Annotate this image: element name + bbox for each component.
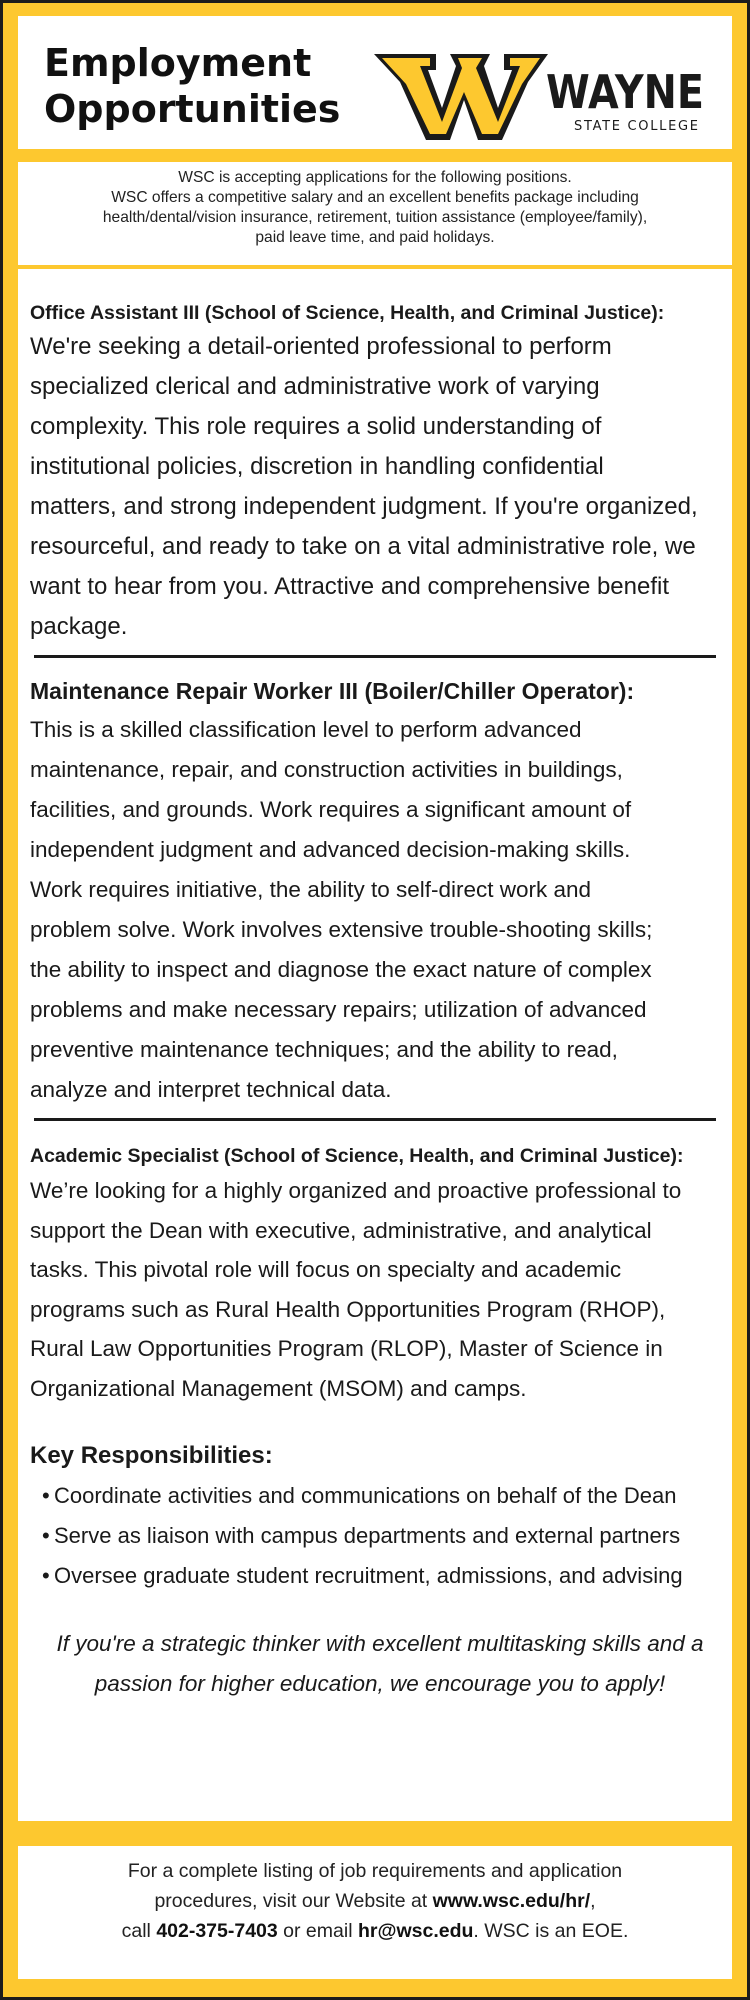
bullet-icon: • <box>42 1563 50 1588</box>
intro-line: WSC is accepting applications for the following positions. <box>178 169 572 186</box>
job-description-line: maintenance, repair, and construction activities in buildings, <box>30 757 623 782</box>
job-title: Academic Specialist (School of Science, Health, and Criminal Justice): <box>30 1145 684 1167</box>
job-description-line: package. <box>30 613 128 640</box>
page-title <box>44 40 340 132</box>
job-title: Maintenance Repair Worker III (Boiler/Chiller Operator): <box>30 678 635 704</box>
job-description-line: Organizational Management (MSOM) and camps. <box>30 1375 527 1401</box>
section-divider <box>34 1118 716 1121</box>
responsibilities-list <box>30 1476 730 1596</box>
closing-line: If you're a strategic thinker with excellent multitasking skills and a <box>56 1631 704 1656</box>
job-description-line: facilities, and grounds. Work requires a significant amount of <box>30 797 632 822</box>
job-description-line: programs such as Rural Health Opportunities Program (RHOP), <box>30 1296 666 1322</box>
footer-line-1: For a complete listing of job requirements and application <box>127 1860 623 1882</box>
job-description-line: This is a skilled classification level to perform advanced <box>30 717 582 742</box>
job-description-line: Rural Law Opportunities Program (RLOP), Master of Science in <box>30 1336 663 1361</box>
header-panel <box>18 16 732 149</box>
footer-text: , <box>590 1890 596 1912</box>
footer-line-3 <box>18 1916 732 1946</box>
responsibility-text: Oversee graduate student recruitment, admissions, and advising <box>54 1563 683 1588</box>
job-description-line: problems and make necessary repairs; utilization of advanced <box>30 997 647 1022</box>
job-description-line: resourceful, and ready to take on a vital administrative role, we <box>30 533 696 560</box>
job-description-line: problem solve. Work involves extensive trouble-shooting skills; <box>30 917 653 942</box>
key-responsibilities-heading: Key Responsibilities: <box>30 1442 273 1469</box>
job-title: Office Assistant III (School of Science, Health, and Criminal Justice): <box>30 302 665 324</box>
footer-text: procedures, visit our Website at <box>154 1890 433 1912</box>
footer-text: or email <box>277 1920 358 1942</box>
job-description-line: support the Dean with executive, administrative, and analytical <box>30 1217 652 1243</box>
job-description-line: matters, and strong independent judgment. If you're organized, <box>30 493 698 520</box>
job-description-line: tasks. This pivotal role will focus on specialty and academic <box>30 1257 622 1282</box>
footer-panel <box>18 1846 732 1979</box>
job-listings-panel <box>18 269 732 1821</box>
email-link[interactable]: hr@wsc.edu <box>357 1920 474 1942</box>
logo-wordmark: WAYNE <box>546 65 704 119</box>
intro-text <box>18 162 732 248</box>
title-line-2: Opportunities <box>44 87 341 131</box>
responsibility-text: Serve as liaison with campus departments and external partners <box>54 1523 681 1548</box>
job-maintenance-repair-worker <box>30 672 730 1110</box>
bullet-icon: • <box>42 1483 50 1508</box>
logo-subtitle: STATE COLLEGE <box>574 119 700 134</box>
job-description-line: want to hear from you. Attractive and comprehensive benefit <box>30 573 670 600</box>
job-description-line: preventive maintenance techniques; and the ability to read, <box>30 1037 618 1062</box>
job-description-line: specialized clerical and administrative work of varying <box>30 373 600 400</box>
job-description-line: institutional policies, discretion in handling confidential <box>30 453 604 480</box>
closing-call-to-action <box>30 1624 730 1704</box>
footer-line-2 <box>18 1886 732 1916</box>
title-line-1: Employment <box>44 41 312 85</box>
footer-text: call <box>121 1920 157 1942</box>
bullet-icon: • <box>42 1523 50 1548</box>
list-item <box>30 1476 730 1516</box>
wayne-state-college-logo <box>370 36 710 141</box>
job-description-line: complexity. This role requires a solid understanding of <box>30 413 602 440</box>
intro-line: WSC offers a competitive salary and an excellent benefits package including <box>111 189 639 206</box>
job-description-line: analyze and interpret technical data. <box>30 1077 392 1102</box>
job-description-line: We’re looking for a highly organized and proactive professional to <box>30 1178 682 1203</box>
intro-panel <box>18 162 732 265</box>
responsibility-text: Coordinate activities and communications on behalf of the Dean <box>54 1483 677 1508</box>
intro-line: paid leave time, and paid holidays. <box>255 229 495 246</box>
job-description-line: We're seeking a detail-oriented professional to perform <box>30 333 612 360</box>
footer-text: . WSC is an EOE. <box>473 1920 629 1942</box>
job-description-line: independent judgment and advanced decision-making skills. <box>30 837 631 862</box>
job-academic-specialist <box>30 1141 730 1704</box>
job-office-assistant <box>30 299 730 647</box>
list-item <box>30 1556 730 1596</box>
section-divider <box>34 655 716 658</box>
closing-line: passion for higher education, we encourage you to apply! <box>94 1671 666 1696</box>
contact-info <box>18 1846 732 1946</box>
job-description-line: the ability to inspect and diagnose the exact nature of complex <box>30 957 652 982</box>
intro-line: health/dental/vision insurance, retirement, tuition assistance (employee/family), <box>102 209 648 226</box>
website-link[interactable]: www.wsc.edu/hr/ <box>432 1890 591 1912</box>
phone-number[interactable]: 402-375-7403 <box>156 1920 278 1942</box>
list-item <box>30 1516 730 1556</box>
job-description-line: Work requires initiative, the ability to self-direct work and <box>30 877 592 902</box>
